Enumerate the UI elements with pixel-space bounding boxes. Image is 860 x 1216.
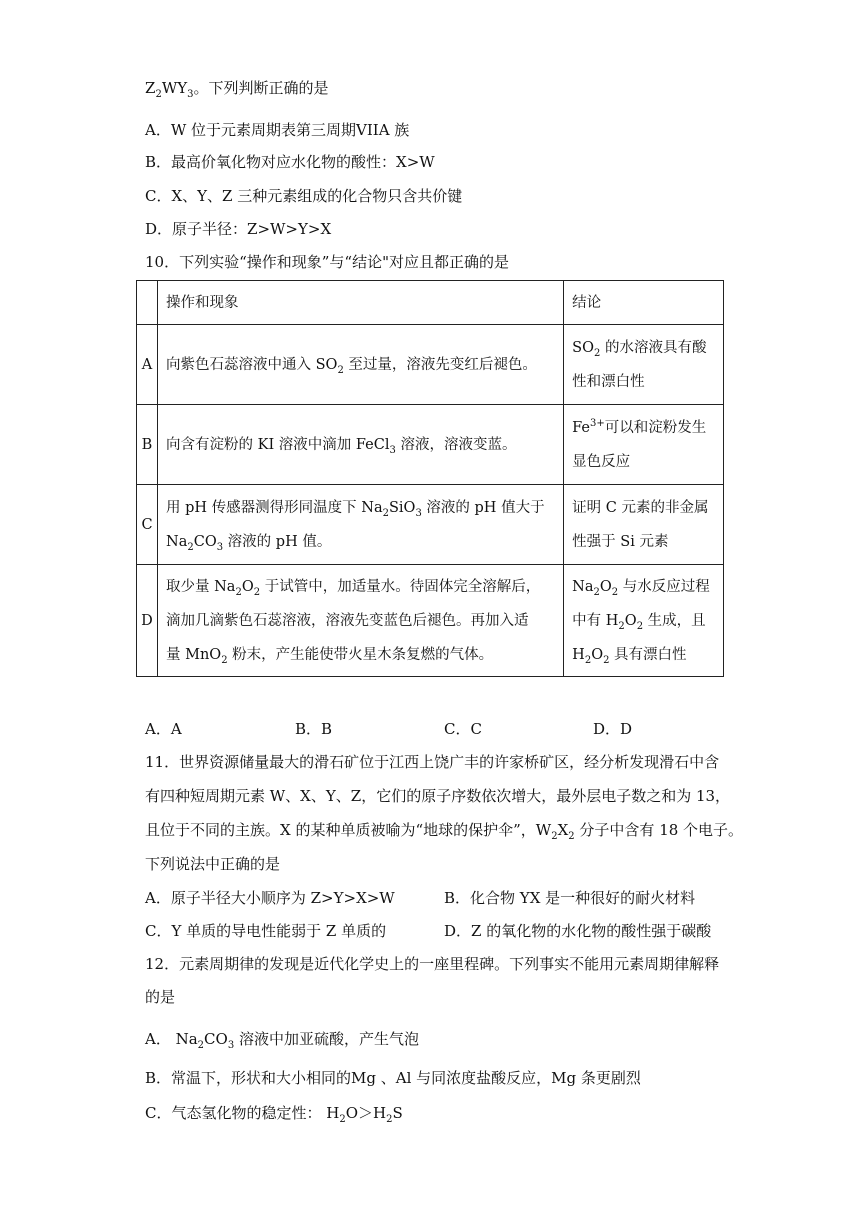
- q12-option-b: B．常温下，形状和大小相同的Mg 、Al 与同浓度盐酸反应，Mg 条更剧烈: [145, 1069, 641, 1087]
- table-header-conclusion: 结论: [564, 281, 724, 325]
- q12-option-a: A． $Na_2CO_3$ 溶液中加亚硫酸，产生气泡: [145, 1030, 419, 1051]
- row-conclusion: $Fe^{3+}$可以和淀粉发生 显色反应: [564, 405, 724, 485]
- q11-option-c: C．Y 单质的导电性能弱于 Z 单质的: [145, 922, 387, 940]
- q10-option-d: D．D: [593, 720, 633, 738]
- q11-option-d: D．Z 的氧化物的水化物的酸性强于碳酸: [444, 922, 712, 940]
- row-op: 向紫色石蕊溶液中通入 $SO_2$ 至过量，溶液先变红后褪色。: [158, 325, 564, 405]
- q11-line-3: 且位于不同的主族。X 的某种单质被喻为“地球的保护伞”，$W_2X_2$ 分子中含有 18 个电子。: [145, 821, 744, 842]
- table-header-op: 操作和现象: [158, 281, 564, 325]
- q9-option-a: A．W 位于元素周期表第三周期VIIA 族: [145, 121, 410, 139]
- q11-line-1: 11．世界资源储量最大的滑石矿位于江西上饶广丰的许家桥矿区，经分析发现滑石中含: [145, 753, 720, 771]
- q11-option-b: B．化合物 YX 是一种很好的耐火材料: [444, 889, 696, 907]
- q9-option-d: D．原子半径：Z>W>Y>X: [145, 220, 332, 238]
- row-conclusion: $SO_2$ 的水溶液具有酸 性和漂白性: [564, 325, 724, 405]
- q12-line-1: 12．元素周期律的发现是近代化学史上的一座里程碑。下列事实不能用元素周期律解释: [145, 955, 720, 973]
- table-row: [137, 405, 724, 485]
- q9-formula-line: $Z_2WY_3$。下列判断正确的是: [145, 79, 329, 100]
- table-header-key: [137, 281, 158, 325]
- row-op: 向含有淀粉的 KI 溶液中滴加 FeCl$_3$ 溶液，溶液变蓝。: [158, 405, 564, 485]
- row-op: 用 pH 传感器测得形同温度下 $Na_2SiO_3$ 溶液的 pH 值大于 $Na_2CO_3$ 溶液的 pH 值。: [158, 485, 564, 565]
- row-conclusion: 证明 C 元素的非金属 性强于 Si 元素: [564, 485, 724, 565]
- q10-option-c: C．C: [444, 720, 482, 738]
- table-row: [137, 485, 724, 565]
- row-key: B: [137, 405, 158, 485]
- q11-line-4: 下列说法中正确的是: [145, 855, 281, 873]
- row-op: 取少量 $Na_2O_2$ 于试管中，加适量水。待固体完全溶解后， 滴加几滴紫色石蕊溶液，溶液先变蓝色后褪色。再加入适 量 MnO$_2$ 粉末，产生能使带火星木条复燃的气体。: [158, 565, 564, 677]
- row-key: A: [137, 325, 158, 405]
- q11-line-2: 有四种短周期元素 W、X、Y、Z，它们的原子序数依次增大，最外层电子数之和为 13，: [145, 787, 731, 805]
- q10-stem: 10．下列实验“操作和现象”与“结论"对应且都正确的是: [145, 253, 509, 271]
- row-key: C: [137, 485, 158, 565]
- q12-line-2: 的是: [145, 988, 176, 1006]
- row-conclusion: $Na_2O_2$ 与水反应过程 中有 $H_2O_2$ 生成，且 $H_2O_2$ 具有漂白性: [564, 565, 724, 677]
- row-key: D: [137, 565, 158, 677]
- q10-option-b: B．B: [295, 720, 333, 738]
- q10-table: [136, 280, 724, 677]
- q10-option-a: A．A: [145, 720, 182, 738]
- table-row: [137, 565, 724, 677]
- q11-option-a: A．原子半径大小顺序为 Z>Y>X>W: [145, 889, 395, 907]
- q9-option-c: C．X、Y、Z 三种元素组成的化合物只含共价键: [145, 187, 463, 205]
- table-row: [137, 325, 724, 405]
- q9-option-b: B．最高价氧化物对应水化物的酸性：X>W: [145, 153, 435, 171]
- q12-option-c: C．气态氢化物的稳定性： $H_2O>H_2S$: [145, 1104, 403, 1125]
- table-header-row: [137, 281, 724, 325]
